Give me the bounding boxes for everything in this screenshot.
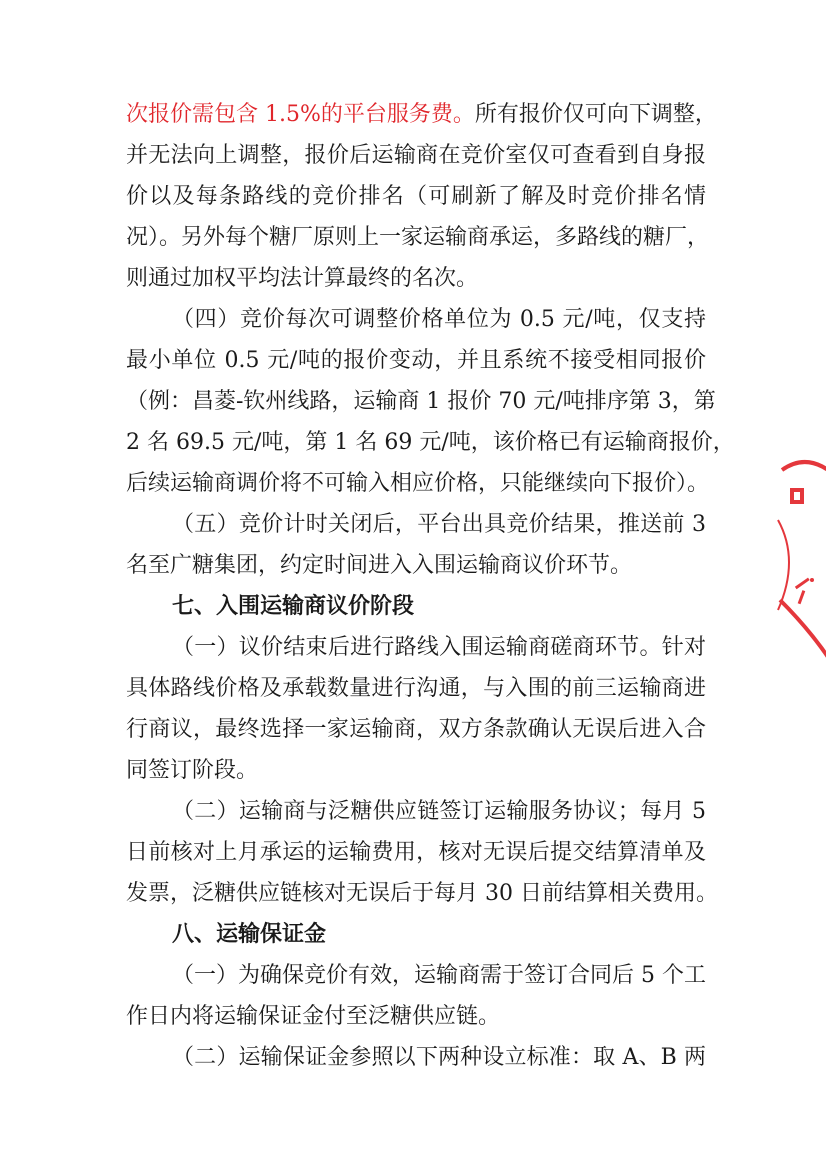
para4-line2: 具体路线价格及承载数量进行沟通，与入围的前三运输商进 <box>126 676 706 701</box>
para2-line2: 最小单位 0.5 元/吨的报价变动，并且系统不接受相同报价 <box>126 348 706 373</box>
para1-line3: 价以及每条路线的竞价排名（可刷新了解及时竞价排名情 <box>126 184 706 209</box>
para3-line1: （五）竞价计时关闭后，平台出具竞价结果，推送前 3 <box>172 512 706 537</box>
para6-line1: （一）为确保竞价有效，运输商需于签订合同后 5 个工 <box>172 963 706 988</box>
para5-line1: （二）运输商与泛糖供应链签订运输服务协议；每月 5 <box>172 799 706 824</box>
section-heading-7: 七、入围运输商议价阶段 <box>172 594 415 619</box>
para5-line3: 发票，泛糖供应链核对无误后于每月 30 日前结算相关费用。 <box>126 881 718 906</box>
para2-line1: （四）竞价每次可调整价格单位为 0.5 元/吨，仅支持 <box>172 307 706 332</box>
para4-line3: 行商议，最终选择一家运输商，双方条款确认无误后进入合 <box>126 717 706 742</box>
para1-line5: 则通过加权平均法计算最终的名次。 <box>126 266 479 291</box>
para1-line2: 并无法向上调整，报价后运输商在竞价室仅可查看到自身报 <box>126 143 706 168</box>
para1-line1 <box>126 100 717 130</box>
para2-line5: 后续运输商调价将不可输入相应价格，只能继续向下报价）。 <box>126 471 710 496</box>
para5-line2: 日前核对上月承运的运输费用，核对无误后提交结算清单及 <box>126 840 706 865</box>
para7-line1: （二）运输保证金参照以下两种设立标准：取 A、B 两 <box>172 1045 706 1070</box>
para1-line1-rest: 所有报价仅可向下调整， <box>474 102 717 127</box>
para4-line4: 同签订阶段。 <box>126 758 259 783</box>
para6-line2: 作日内将运输保证金付至泛糖供应链。 <box>126 1004 501 1029</box>
para4-line1: （一）议价结束后进行路线入围运输商磋商环节。针对 <box>172 635 706 660</box>
para1-red-text: 次报价需包含 1.5%的平台服务费。 <box>126 102 475 127</box>
section-heading-8: 八、运输保证金 <box>172 922 327 947</box>
para3-line2: 名至广糖集团，约定时间进入入围运输商议价环节。 <box>126 553 633 578</box>
para1-line4: 况）。另外每个糖厂原则上一家运输商承运，多路线的糖厂， <box>126 225 710 250</box>
para2-line3: （例：昌菱-钦州线路，运输商 1 报价 70 元/吨排序第 3，第 <box>126 389 716 414</box>
para2-line4: 2 名 69.5 元/吨，第 1 名 69 元/吨，该价格已有运输商报价， <box>126 430 735 455</box>
red-seal-stamp-icon <box>770 440 826 660</box>
